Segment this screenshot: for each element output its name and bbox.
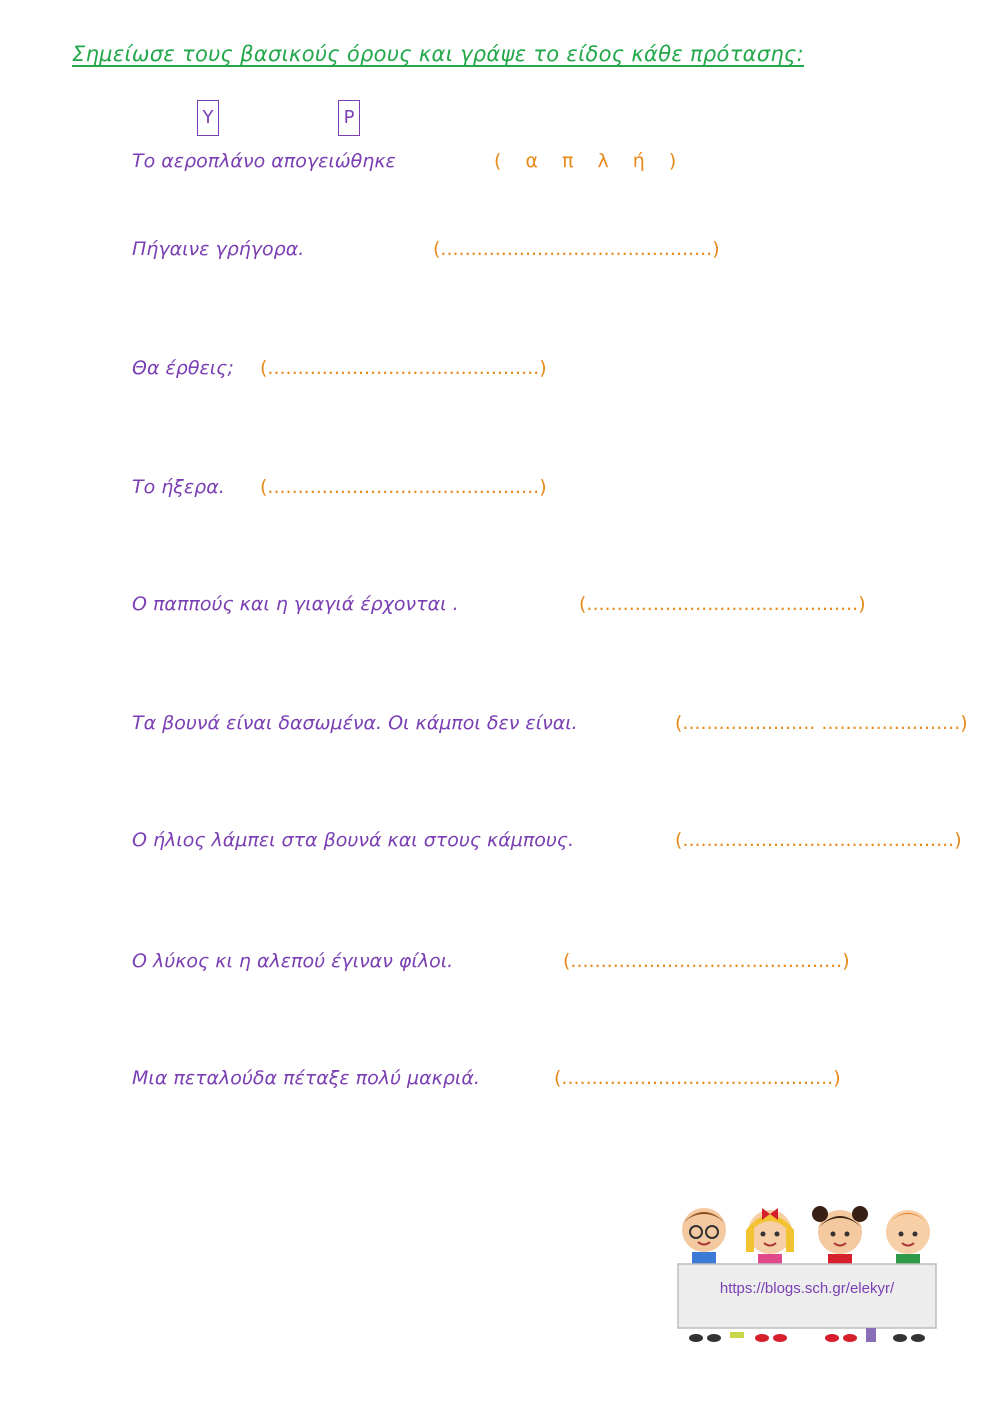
- sentence-text: Τα βουνά είναι δασωμένα. Οι κάμποι δεν είναι.: [132, 712, 578, 734]
- answer-field-7[interactable]: (.............................................): [675, 829, 962, 851]
- blog-url-text: https://blogs.sch.gr/elekyr/: [719, 1280, 895, 1297]
- verb-marker-box: Ρ: [338, 100, 360, 136]
- sentence-text: Θα έρθεις;: [132, 357, 234, 379]
- exercise-row-4: [132, 476, 225, 498]
- sentence-text: Μια πεταλούδα πέταξε πολύ μακριά.: [132, 1067, 480, 1089]
- worksheet-title: Σημείωσε τους βασικούς όρους και γράψε το είδος κάθε πρότασης:: [72, 42, 804, 66]
- answer-field-5[interactable]: (.............................................): [579, 593, 866, 615]
- exercise-row-7: [132, 829, 574, 851]
- sentence-text: Ο παππούς και η γιαγιά έρχονται .: [132, 593, 459, 615]
- answer-field-6[interactable]: (...................... .......................): [675, 712, 968, 734]
- sentence-text: Το ήξερα.: [132, 476, 225, 498]
- kids-illustration: [672, 1200, 942, 1350]
- answer-field-2[interactable]: (.............................................): [433, 238, 720, 260]
- kids-banner-logo: [672, 1200, 942, 1350]
- exercise-row-1: [132, 150, 396, 172]
- exercise-row-9: [132, 1067, 480, 1089]
- exercise-row-8: [132, 950, 453, 972]
- answer-field-8[interactable]: (.............................................): [563, 950, 850, 972]
- answer-field-3[interactable]: (.............................................): [260, 357, 547, 379]
- exercise-row-5: [132, 593, 459, 615]
- exercise-row-6: [132, 712, 578, 734]
- exercise-row-3: [132, 357, 234, 379]
- exercise-row-2: [132, 238, 304, 260]
- answer-field-1[interactable]: ( α π λ ή ): [494, 150, 686, 172]
- sentence-text: Ο λύκος κι η αλεπού έγιναν φίλοι.: [132, 950, 454, 972]
- subject-marker-box: Υ: [197, 100, 219, 136]
- answer-field-9[interactable]: (.............................................): [554, 1067, 841, 1089]
- answer-field-4[interactable]: (.............................................): [260, 476, 547, 498]
- sentence-text: Το αεροπλάνο απογειώθηκε: [132, 150, 396, 172]
- sentence-text: Πήγαινε γρήγορα.: [132, 238, 305, 260]
- sentence-text: Ο ήλιος λάμπει στα βουνά και στους κάμπους.: [132, 829, 575, 851]
